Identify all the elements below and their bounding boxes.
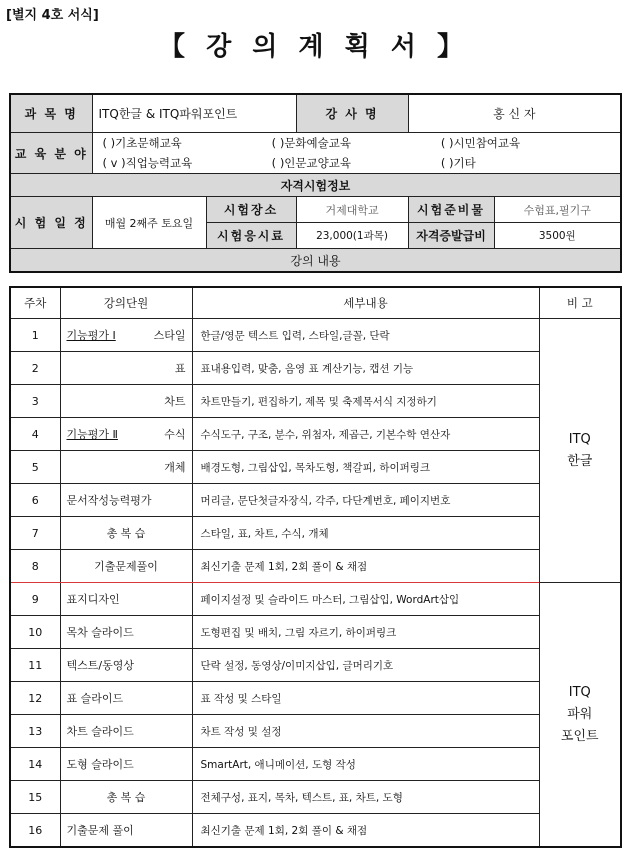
detail-cell: 머리글, 문단첫글자장식, 각주, 다단계번호, 페이지번호 — [192, 484, 539, 517]
table-row — [10, 385, 621, 418]
table-row — [10, 715, 621, 748]
week-number: 10 — [10, 616, 60, 649]
course-name-label: 과 목 명 — [10, 94, 92, 133]
unit-cell: 차트 — [60, 385, 192, 418]
detail-cell: 표내용입력, 맞춤, 음영 표 계산기능, 캡션 기능 — [192, 352, 539, 385]
unit-cell: 표 — [60, 352, 192, 385]
field-option-vocational: ( v )직업능력교육 — [102, 156, 193, 170]
exam-fee-label: 시험응시료 — [206, 223, 296, 249]
week-number: 2 — [10, 352, 60, 385]
week-number: 9 — [10, 583, 60, 616]
exam-date-label: 시 험 일 정 — [10, 197, 92, 249]
unit-cell: 차트 슬라이드 — [60, 715, 192, 748]
exam-supplies-value: 수험표,필기구 — [494, 197, 621, 223]
field-option-humanities: ( )인문교양교육 — [271, 156, 351, 170]
week-number: 3 — [10, 385, 60, 418]
field-option-culture-arts: ( )문화예술교육 — [271, 136, 351, 150]
table-row — [10, 748, 621, 781]
unit-label: 수식 — [164, 428, 186, 441]
table-row — [10, 682, 621, 715]
unit-cell — [60, 319, 192, 352]
unit-cell: 도형 슬라이드 — [60, 748, 192, 781]
detail-cell: SmartArt, 애니메이션, 도형 작성 — [192, 748, 539, 781]
document-title: 【 강 의 계 획 서 】 — [159, 32, 469, 62]
exam-date-value: 매월 2째주 토요일 — [92, 197, 206, 249]
detail-cell: 배경도형, 그림삽입, 목차도형, 책갈피, 하이퍼링크 — [192, 451, 539, 484]
exam-place-value: 거제대학교 — [296, 197, 408, 223]
exam-info-header: 자격시험정보 — [10, 174, 621, 197]
note-line: 파워 — [567, 706, 593, 722]
table-row — [10, 649, 621, 682]
week-number: 14 — [10, 748, 60, 781]
table-row — [10, 418, 621, 451]
detail-cell: 수식도구, 구조, 분수, 위첨자, 제곱근, 기본수학 연산자 — [192, 418, 539, 451]
unit-cell: 총 복 습 — [60, 517, 192, 550]
week-number: 15 — [10, 781, 60, 814]
note-line: ITQ — [568, 431, 591, 447]
note-line: 한글 — [567, 453, 593, 469]
detail-cell: 페이지설정 및 슬라이드 마스터, 그림삽입, WordArt삽입 — [192, 583, 539, 616]
instructor-label: 강 사 명 — [296, 94, 408, 133]
exam-supplies-label: 시험준비물 — [408, 197, 494, 223]
week-number: 8 — [10, 550, 60, 583]
table-row — [10, 583, 621, 616]
unit-cell: 표 슬라이드 — [60, 682, 192, 715]
detail-cell: 표 작성 및 스타일 — [192, 682, 539, 715]
note-itq-powerpoint — [539, 583, 621, 848]
exam-fee-value: 23,000(1과목) — [296, 223, 408, 249]
detail-cell: 도형편집 및 배치, 그림 자르기, 하이퍼링크 — [192, 616, 539, 649]
detail-cell: 단락 설정, 동영상/이미지삽입, 글머리기호 — [192, 649, 539, 682]
week-number: 4 — [10, 418, 60, 451]
week-number: 7 — [10, 517, 60, 550]
unit-cell: 총 복 습 — [60, 781, 192, 814]
table-row — [10, 550, 621, 583]
lecture-content-header: 강의 내용 — [10, 249, 621, 273]
exam-place-label: 시험장소 — [206, 197, 296, 223]
week-number: 11 — [10, 649, 60, 682]
table-row — [10, 451, 621, 484]
week-number: 1 — [10, 319, 60, 352]
week-header: 주차 — [10, 287, 60, 319]
note-line: 포인트 — [560, 728, 599, 744]
table-row — [10, 781, 621, 814]
week-number: 12 — [10, 682, 60, 715]
week-number: 13 — [10, 715, 60, 748]
certificate-fee-value: 3500원 — [494, 223, 621, 249]
field-option-basic-literacy: ( )기초문해교육 — [102, 136, 182, 150]
unit-cell: 개체 — [60, 451, 192, 484]
detail-cell: 차트만들기, 편집하기, 제목 및 축제목서식 지정하기 — [192, 385, 539, 418]
week-number: 6 — [10, 484, 60, 517]
note-itq-hangul — [539, 319, 621, 583]
detail-cell: 최신기출 문제 1회, 2회 풀이 & 채점 — [192, 550, 539, 583]
field-option-civic: ( )시민참여교육 — [440, 136, 521, 150]
unit-label: 스타일 — [153, 329, 186, 342]
unit-cell — [60, 418, 192, 451]
detail-cell: 최신기출 문제 1회, 2회 풀이 & 채점 — [192, 814, 539, 848]
detail-cell: 스타일, 표, 차트, 수식, 개체 — [192, 517, 539, 550]
week-number: 16 — [10, 814, 60, 848]
course-name-value: ITQ한글 & ITQ파워포인트 — [92, 94, 296, 133]
form-number: [별지 4호 서식] — [6, 8, 99, 23]
note-header: 비 고 — [539, 287, 621, 319]
unit-cell: 텍스트/동영상 — [60, 649, 192, 682]
unit-cell: 기출문제풀이 — [60, 550, 192, 583]
unit-cell: 목차 슬라이드 — [60, 616, 192, 649]
unit-header: 강의단원 — [60, 287, 192, 319]
instructor-value: 홍 신 자 — [408, 94, 621, 133]
field-option-other: ( )기타 — [440, 156, 476, 170]
education-field-options — [92, 133, 621, 174]
table-row — [10, 352, 621, 385]
detail-cell: 차트 작성 및 설정 — [192, 715, 539, 748]
detail-header: 세부내용 — [192, 287, 539, 319]
table-row — [10, 484, 621, 517]
detail-cell: 한글/영문 텍스트 입력, 스타일,글꼴, 단락 — [192, 319, 539, 352]
course-info-table — [9, 93, 622, 273]
unit-section-label: 기능평가 Ⅱ — [66, 428, 118, 441]
unit-cell: 표지디자인 — [60, 583, 192, 616]
lecture-schedule-table — [9, 286, 622, 848]
unit-cell: 기출문제 풀이 — [60, 814, 192, 848]
certificate-fee-label: 자격증발급비 — [408, 223, 494, 249]
week-number: 5 — [10, 451, 60, 484]
table-row — [10, 814, 621, 848]
education-field-label: 교 육 분 야 — [10, 133, 92, 174]
table-row — [10, 517, 621, 550]
detail-cell: 전체구성, 표지, 목차, 텍스트, 표, 차트, 도형 — [192, 781, 539, 814]
unit-section-label: 기능평가 Ⅰ — [66, 329, 116, 342]
table-row — [10, 616, 621, 649]
unit-cell: 문서작성능력평가 — [60, 484, 192, 517]
note-line: ITQ — [568, 684, 591, 700]
table-row — [10, 319, 621, 352]
